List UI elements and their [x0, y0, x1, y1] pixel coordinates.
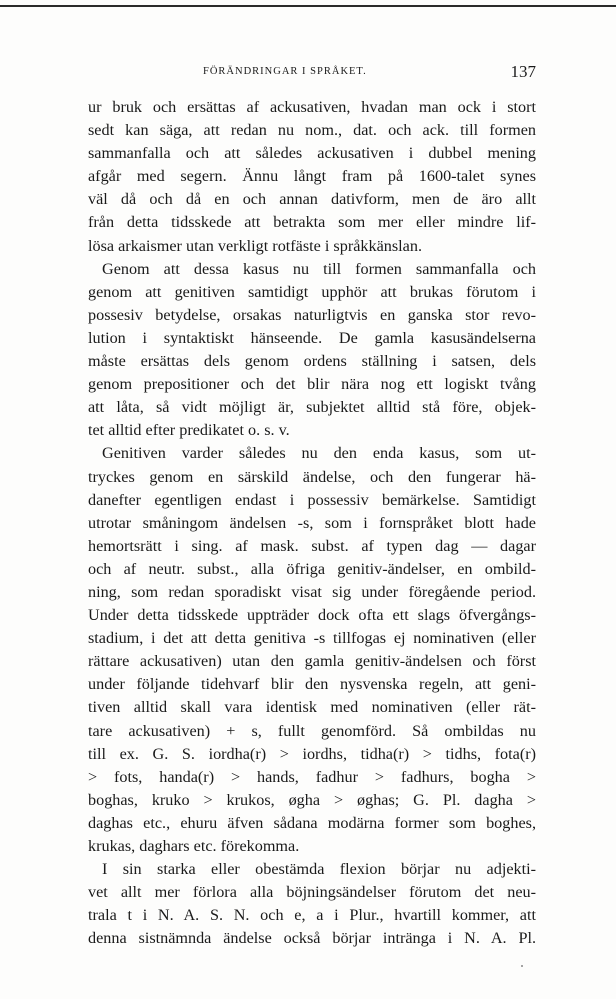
text-line: genom prepositioner och det blir nära nog ett logiskt tvång — [88, 375, 536, 394]
text-line: trala t i N. A. S. N. och e, a i Plur., hvartill kommer, att — [88, 906, 536, 925]
text-line: afgår med segern. Ännu långt fram på 1600-talet synes — [88, 167, 536, 186]
text-line: tiven alltid skall vara identisk med nominativen (eller rät- — [88, 698, 536, 717]
body-text — [88, 96, 536, 950]
text-line: Under detta tidsskede uppträder dock ofta ett slags öfvergångs- — [88, 606, 536, 625]
paper-speck — [521, 965, 523, 967]
text-line: hemortsrätt i sing. af mask. subst. af typen dag — dagar — [88, 536, 536, 555]
top-rule — [0, 5, 616, 7]
text-line: I sin starka eller obestämda flexion börjar nu adjekti- — [102, 860, 536, 879]
text-line: sammanfalla och att således ackusativen i dubbel mening — [88, 144, 536, 163]
text-line: boghas, kruko > krukos, øgha > øghas; G. Pl. dagha > — [88, 790, 536, 809]
text-line: Genitiven varder således nu den enda kasus, som ut- — [102, 444, 536, 463]
text-line: ning, som redan sporadiskt visat sig under föregående period. — [88, 582, 536, 601]
text-line: danefter egentligen endast i possessiv bemärkelse. Samtidigt — [88, 490, 536, 509]
text-line: till ex. G. S. iordha(r) > iordhs, tidha(r) > tidhs, fota(r) — [88, 744, 536, 763]
text-line: utrotar småningom ändelsen -s, som i fornspråket blott hade — [88, 513, 536, 532]
text-line: väl då och då en och annan dativform, men de äro allt — [88, 190, 536, 209]
text-line: vet allt mer förlora alla böjningsändelser förutom det neu- — [88, 883, 536, 902]
text-line: tare ackusativen) + s, fullt genomförd. Så ombildas nu — [88, 721, 536, 740]
text-line: rättare ackusativen) utan den gamla genitiv-ändelsen och först — [88, 652, 536, 671]
text-line: sedt kan säga, att redan nu nom., dat. och ack. till formen — [88, 121, 536, 140]
page-number: 137 — [510, 62, 536, 81]
text-line: > fots, handa(r) > hands, fadhur > fadhurs, bogha > — [88, 767, 536, 786]
text-line: och af neutr. subst., alla öfriga genitiv-ändelser, en ombild- — [88, 559, 536, 578]
text-line: lösa arkaismer utan verkligt rotfäste i språkkänslan. — [88, 236, 422, 255]
text-line: måste ersättas dels genom ordens ställning i satsen, dels — [88, 352, 536, 371]
text-line: tet alltid efter predikatet o. s. v. — [88, 421, 290, 440]
text-line: stadium, i det att detta genitiva -s tillfogas ej nominativen (eller — [88, 629, 536, 648]
text-line: att låta, så vidt möjligt är, subjektet alltid stå före, objek- — [88, 398, 536, 417]
text-line: Genom att dessa kasus nu till formen sammanfalla och — [102, 259, 536, 278]
text-line: under följande tidehvarf blir den nysvenska regeln, att geni- — [88, 675, 536, 694]
text-line: daghas etc., ehuru äfven sådana modärna former som boghes, — [88, 813, 536, 832]
text-line: genom att genitiven samtidigt upphör att brukas förutom i — [88, 282, 536, 301]
page-header — [88, 62, 536, 82]
text-line: krukas, daghars etc. förekomma. — [88, 837, 300, 855]
text-line: possesiv betydelse, orsakas naturligtvis en ganska stor revo- — [88, 305, 536, 324]
text-line: ur bruk och ersättas af ackusativen, hvadan man ock i stort — [88, 98, 536, 116]
text-line: denna sistnämnda ändelse också börjar intränga i N. A. Pl. — [88, 929, 536, 948]
text-line: från detta tidsskede att betrakta som mer eller mindre lif- — [88, 213, 536, 232]
running-title: FÖRÄNDRINGAR I SPRÅKET. — [203, 66, 367, 77]
text-line: lution i syntaktiskt hänseende. De gamla kasusändelserna — [88, 328, 536, 347]
text-line: tryckes genom en särskild ändelse, och den fungerar hä- — [88, 467, 536, 486]
